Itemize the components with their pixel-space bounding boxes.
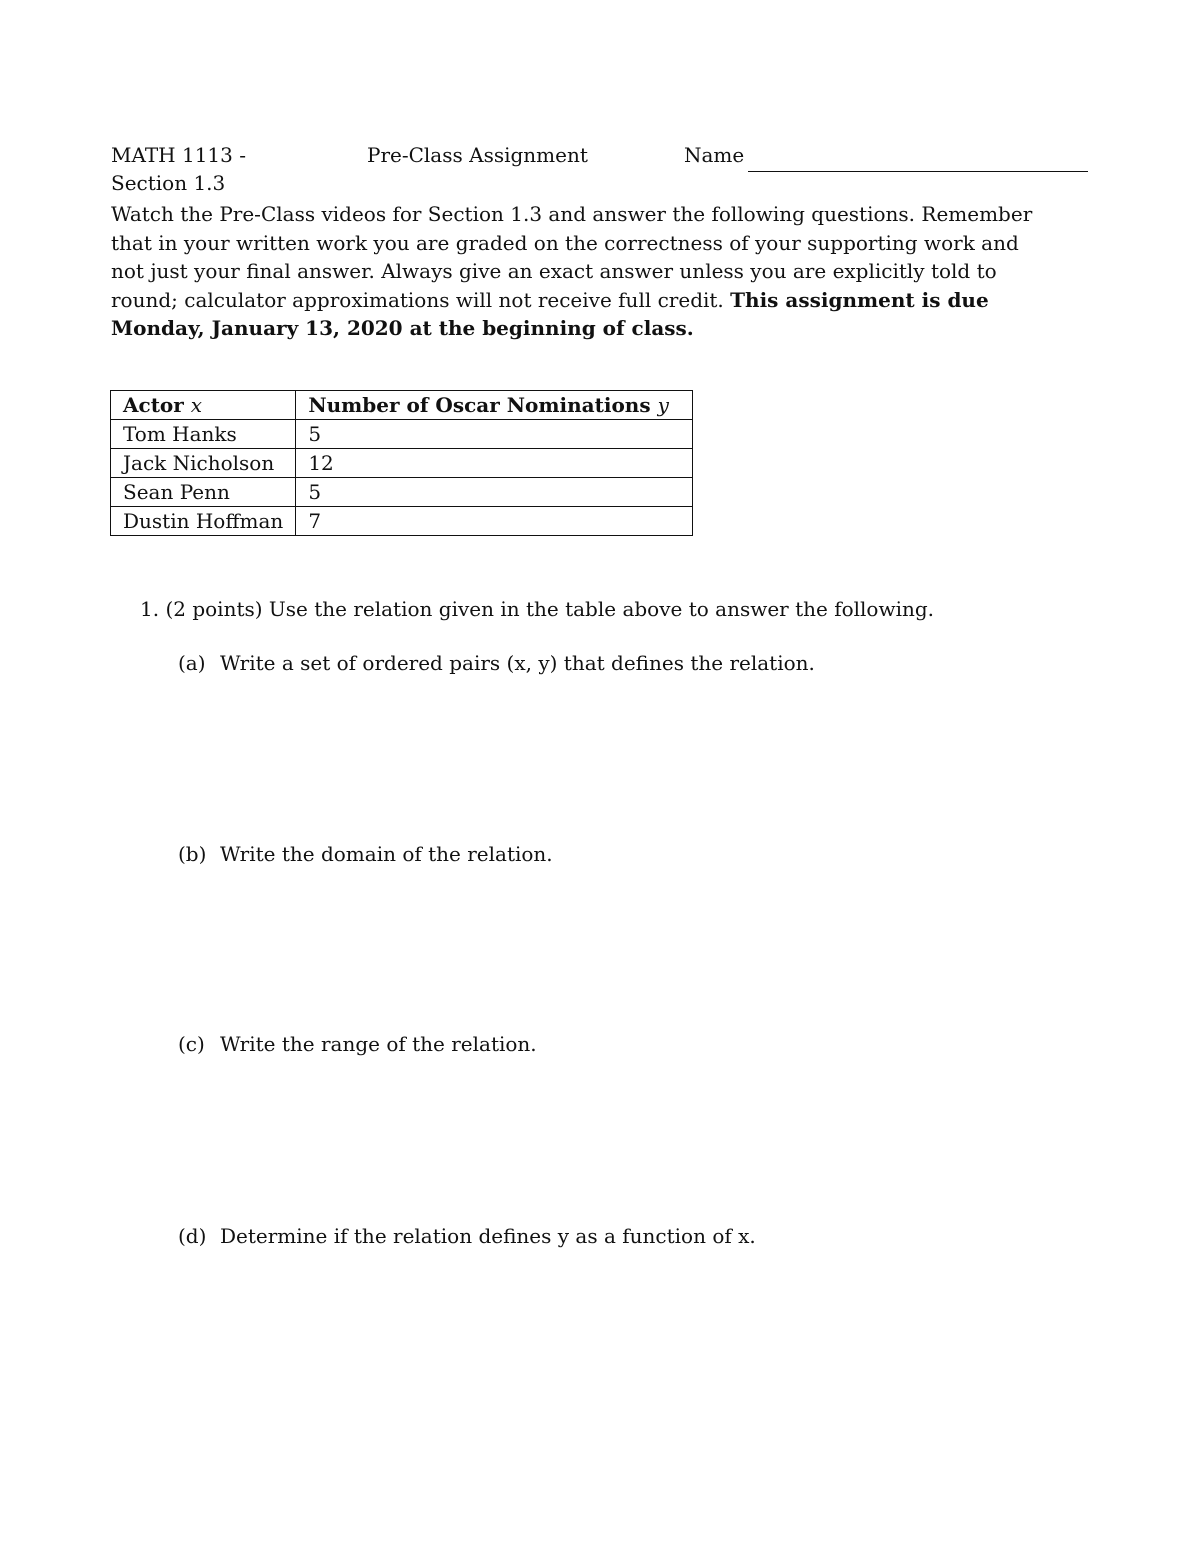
- part-label: (a): [178, 651, 206, 675]
- part-label: (b): [178, 842, 207, 866]
- table-cell-actor: Sean Penn: [111, 478, 296, 507]
- part-text: Write the range of the relation.: [220, 1032, 537, 1056]
- table-header-row: [111, 391, 693, 420]
- header-row: [111, 143, 1091, 173]
- question-text: (2 points) Use the relation given in the table above to answer the following.: [165, 597, 935, 621]
- part-text: Write the domain of the relation.: [220, 842, 553, 866]
- course-label: MATH 1113 -: [111, 143, 246, 167]
- oscar-nominations-table: [110, 390, 693, 536]
- section-label: Section 1.3: [111, 171, 226, 195]
- table-cell-actor: Tom Hanks: [111, 420, 296, 449]
- part-text: Determine if the relation defines y as a function of x.: [220, 1224, 756, 1248]
- table-cell-nominations: 5: [296, 420, 693, 449]
- name-blank-line: [748, 171, 1088, 172]
- table-row: [111, 420, 693, 449]
- question-1: [140, 597, 934, 621]
- table-row: [111, 478, 693, 507]
- instructions-text: Watch the Pre-Class videos for Section 1.3 and answer the following questions. Remember that in your written work you are graded on the correctness of your supporting work and not just your final answer. Always give an exact answer unless you are explicitly told to round; calculator approximations will not receive full credit.: [111, 202, 1033, 312]
- part-label: (c): [178, 1032, 205, 1056]
- due-date-text: This assignment is due Monday, January 13, 2020 at the beginning of class.: [111, 287, 989, 341]
- table-cell-nominations: 5: [296, 478, 693, 507]
- question-part-a: [178, 651, 815, 675]
- table-cell-nominations: 7: [296, 507, 693, 536]
- table-row: [111, 449, 693, 478]
- table-cell-nominations: 12: [296, 449, 693, 478]
- var-y: y: [657, 393, 669, 417]
- question-part-d: [178, 1224, 756, 1248]
- table-cell-actor: Jack Nicholson: [111, 449, 296, 478]
- question-part-c: [178, 1032, 537, 1056]
- assignment-title: Pre-Class Assignment: [367, 143, 588, 167]
- table-header-actor: Actor x: [111, 391, 296, 420]
- part-text: Write a set of ordered pairs (x, y) that defines the relation.: [220, 651, 815, 675]
- question-part-b: [178, 842, 553, 866]
- part-label: (d): [178, 1224, 207, 1248]
- var-x: x: [190, 393, 203, 417]
- question-number: 1.: [140, 597, 160, 621]
- table-row: [111, 507, 693, 536]
- name-label: Name: [684, 143, 745, 167]
- table-header-nominations: Number of Oscar Nominations y: [296, 391, 693, 420]
- table-cell-actor: Dustin Hoffman: [111, 507, 296, 536]
- instructions: [111, 200, 1041, 343]
